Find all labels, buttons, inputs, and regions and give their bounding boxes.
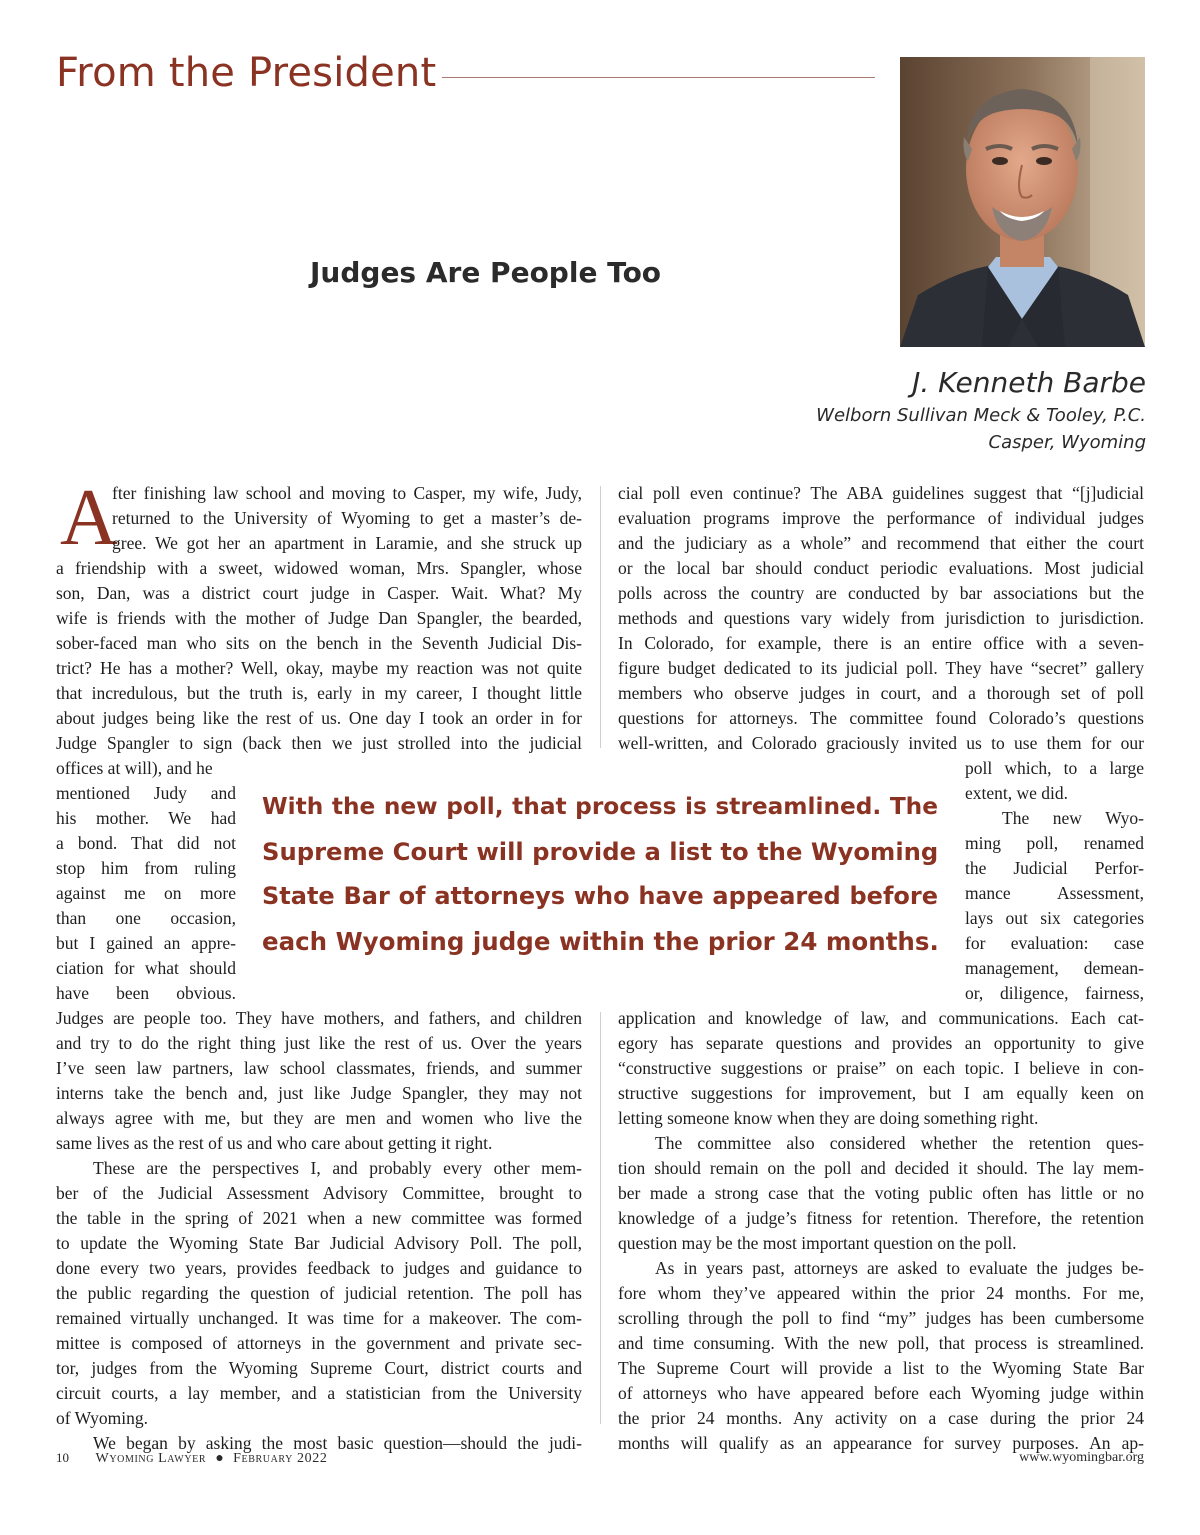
body-text-line: months will qualify as an appearance for survey purposes. An ap- bbox=[618, 1433, 1144, 1453]
body-text-line: against me on more bbox=[56, 883, 236, 903]
body-text-line: stop him from ruling bbox=[56, 858, 236, 878]
column-divider bbox=[600, 486, 601, 748]
body-text-line: fore whom they’ve appeared within the prior 24 months. For me, bbox=[618, 1283, 1144, 1303]
website-url: www.wyomingbar.org bbox=[1019, 1450, 1144, 1465]
body-text-line: fter finishing law school and moving to Casper, my wife, Judy, bbox=[112, 483, 582, 503]
body-text-line: figure budget dedicated to its judicial poll. They have “secret” gallery bbox=[618, 658, 1144, 678]
body-text-line: son, Dan, was a district court judge in Casper. Wait. What? My bbox=[56, 583, 582, 603]
body-text-line: I’ve seen law partners, law school classmates, friends, and summer bbox=[56, 1058, 582, 1078]
body-text-line: In Colorado, for example, there is an entire office with a seven- bbox=[618, 633, 1144, 653]
body-text-line: a bond. That did not bbox=[56, 833, 236, 853]
column-divider bbox=[600, 1012, 601, 1424]
body-text-line: the table in the spring of 2021 when a new committee was formed bbox=[56, 1208, 582, 1228]
body-text-line: or, diligence, fairness, bbox=[965, 983, 1144, 1003]
body-text-line: tor, judges from the Wyoming Supreme Court, district courts and bbox=[56, 1358, 582, 1378]
body-text-line: about judges being like the rest of us. One day I took an order in for bbox=[56, 708, 582, 728]
body-text-line: extent, we did. bbox=[965, 783, 1069, 803]
body-text-line: to update the Wyoming State Bar Judicial Advisory Poll. The poll, bbox=[56, 1233, 582, 1253]
body-text-line: As in years past, attorneys are asked to evaluate the judges be- bbox=[655, 1258, 1144, 1278]
body-text-line: ber of the Judicial Assessment Advisory Committee, brought to bbox=[56, 1183, 582, 1203]
body-text-line: of attorneys who have appeared before each Wyoming judge within bbox=[618, 1383, 1144, 1403]
body-text-line: a friendship with a sweet, widowed woman, Mrs. Spangler, whose bbox=[56, 558, 582, 578]
body-text-line: lays out six categories bbox=[965, 908, 1144, 928]
body-text-line: but I gained an appre- bbox=[56, 933, 236, 953]
body-text-line: gree. We got her an apartment in Laramie, and she struck up bbox=[112, 533, 582, 553]
body-text-line: than one occasion, bbox=[56, 908, 236, 928]
body-text-line: done every two years, provides feedback to judges and guidance to bbox=[56, 1258, 582, 1278]
pull-quote-line: With the new poll, that process is streamlined. The bbox=[262, 793, 938, 820]
body-text-line: his mother. We had bbox=[56, 808, 236, 828]
body-text-line: These are the perspectives I, and probably every other mem- bbox=[93, 1158, 582, 1178]
body-text-line: “constructive suggestions or praise” on each topic. I believe in con- bbox=[618, 1058, 1144, 1078]
body-text-line: ber made a strong case that the voting public often has little or no bbox=[618, 1183, 1144, 1203]
body-text-line: mentioned Judy and bbox=[56, 783, 236, 803]
article-headline: Judges Are People Too bbox=[310, 256, 662, 289]
body-text-line: and try to do the right thing just like the rest of us. Over the years bbox=[56, 1033, 582, 1053]
body-text-line: knowledge of a judge’s fitness for retention. Therefore, the retention bbox=[618, 1208, 1144, 1228]
body-text-line: egory has separate questions and provides an opportunity to give bbox=[618, 1033, 1144, 1053]
body-text-line: the Judicial Perfor- bbox=[965, 858, 1144, 878]
body-text-line: wife is friends with the mother of Judge Dan Spangler, the bearded, bbox=[56, 608, 582, 628]
body-text-line: that incredulous, but the truth is, early in my career, I thought little bbox=[56, 683, 582, 703]
footer-left bbox=[56, 1450, 327, 1467]
body-text-line: letting someone know when they are doing something right. bbox=[618, 1108, 1039, 1128]
body-text-line: polls across the country are conducted by bar associations but the bbox=[618, 583, 1144, 603]
body-text-line: sober-faced man who sits on the bench in the Seventh Judicial Dis- bbox=[56, 633, 582, 653]
body-text-line: offices at will), and he bbox=[56, 758, 213, 778]
bullet-icon: ● bbox=[215, 1451, 224, 1466]
body-text-line: or the local bar should conduct periodic evaluations. Most judicial bbox=[618, 558, 1144, 578]
body-text-line: and time consuming. With the new poll, that process is streamlined. bbox=[618, 1333, 1144, 1353]
body-text-line: The committee also considered whether the retention ques- bbox=[655, 1133, 1144, 1153]
body-text-line: always agree with me, but they are men and women who live the bbox=[56, 1108, 582, 1128]
publication-name: Wyoming Lawyer bbox=[95, 1451, 207, 1466]
body-text-line: application and knowledge of law, and communications. Each cat- bbox=[618, 1008, 1144, 1028]
author-name: J. Kenneth Barbe bbox=[912, 366, 1146, 399]
body-text-line: scrolling through the poll to find “my” judges has been cumbersome bbox=[618, 1308, 1144, 1328]
body-text-line: question may be the most important question on the poll. bbox=[618, 1233, 1017, 1253]
drop-cap: A bbox=[60, 474, 118, 562]
body-text-line: cial poll even continue? The ABA guidelines suggest that “[j]udicial bbox=[618, 483, 1144, 503]
body-text-line: ciation for what should bbox=[56, 958, 236, 978]
body-text-line: ming poll, renamed bbox=[965, 833, 1144, 853]
body-text-line: The Supreme Court will provide a list to the Wyoming State Bar bbox=[618, 1358, 1144, 1378]
body-text-line: Judges are people too. They have mothers, and fathers, and children bbox=[56, 1008, 582, 1028]
body-text-line: methods and questions vary widely from jurisdiction to jurisdiction. bbox=[618, 608, 1144, 628]
body-text-line: evaluation programs improve the performance of individual judges bbox=[618, 508, 1144, 528]
author-city: Casper, Wyoming bbox=[988, 432, 1146, 453]
body-text-line: the public regarding the question of judicial retention. The poll has bbox=[56, 1283, 582, 1303]
body-text-line: trict? He has a mother? Well, okay, maybe my reaction was not quite bbox=[56, 658, 582, 678]
body-text-line: circuit courts, a lay member, and a statistician from the University bbox=[56, 1383, 582, 1403]
body-text-line: Judge Spangler to sign (back then we just strolled into the judicial bbox=[56, 733, 582, 753]
body-text-line: questions for attorneys. The committee found Colorado’s questions bbox=[618, 708, 1144, 728]
body-text-line: tion should remain on the poll and decided it should. The lay mem- bbox=[618, 1158, 1144, 1178]
body-text-line: for evaluation: case bbox=[965, 933, 1144, 953]
issue-date: February 2022 bbox=[233, 1451, 328, 1466]
body-text-line: returned to the University of Wyoming to get a master’s de- bbox=[112, 508, 582, 528]
body-text-line: and the judiciary as a whole” and recommend that either the court bbox=[618, 533, 1144, 553]
body-text-line: mance Assessment, bbox=[965, 883, 1144, 903]
body-text-line: mittee is composed of attorneys in the government and private sec- bbox=[56, 1333, 582, 1353]
body-text-line: have been obvious. bbox=[56, 983, 236, 1003]
pull-quote-line: each Wyoming judge within the prior 24 months. bbox=[262, 927, 939, 956]
body-text-line: the prior 24 months. Any activity on a case during the prior 24 bbox=[618, 1408, 1144, 1428]
body-text-line: same lives as the rest of us and who care about getting it right. bbox=[56, 1133, 493, 1153]
body-text-line: poll which, to a large bbox=[965, 758, 1144, 778]
body-text-line: remained virtually unchanged. It was time for a makeover. The com- bbox=[56, 1308, 582, 1328]
body-text-line: management, demean- bbox=[965, 958, 1144, 978]
body-text-line: well-written, and Colorado graciously invited us to use them for our bbox=[618, 733, 1144, 753]
author-photo bbox=[900, 57, 1145, 347]
body-text-line: structive suggestions for improvement, but I am equally keen on bbox=[618, 1083, 1144, 1103]
body-text-line: interns take the bench and, just like Judge Spangler, they may not bbox=[56, 1083, 582, 1103]
pull-quote-line: State Bar of attorneys who have appeared before bbox=[262, 882, 938, 910]
pull-quote bbox=[262, 784, 938, 964]
author-firm: Welborn Sullivan Meck & Tooley, P.C. bbox=[816, 405, 1146, 426]
title-divider bbox=[442, 77, 875, 78]
page-number: 10 bbox=[56, 1450, 69, 1465]
body-text-line: The new Wyo- bbox=[1002, 808, 1144, 828]
body-text-line: We began by asking the most basic question—should the judi- bbox=[93, 1433, 582, 1453]
body-text-line: of Wyoming. bbox=[56, 1408, 148, 1428]
body-text-line: members who observe judges in court, and a thorough set of poll bbox=[618, 683, 1144, 703]
section-title: From the President bbox=[56, 50, 437, 96]
pull-quote-line: Supreme Court will provide a list to the Wyoming bbox=[262, 837, 939, 866]
